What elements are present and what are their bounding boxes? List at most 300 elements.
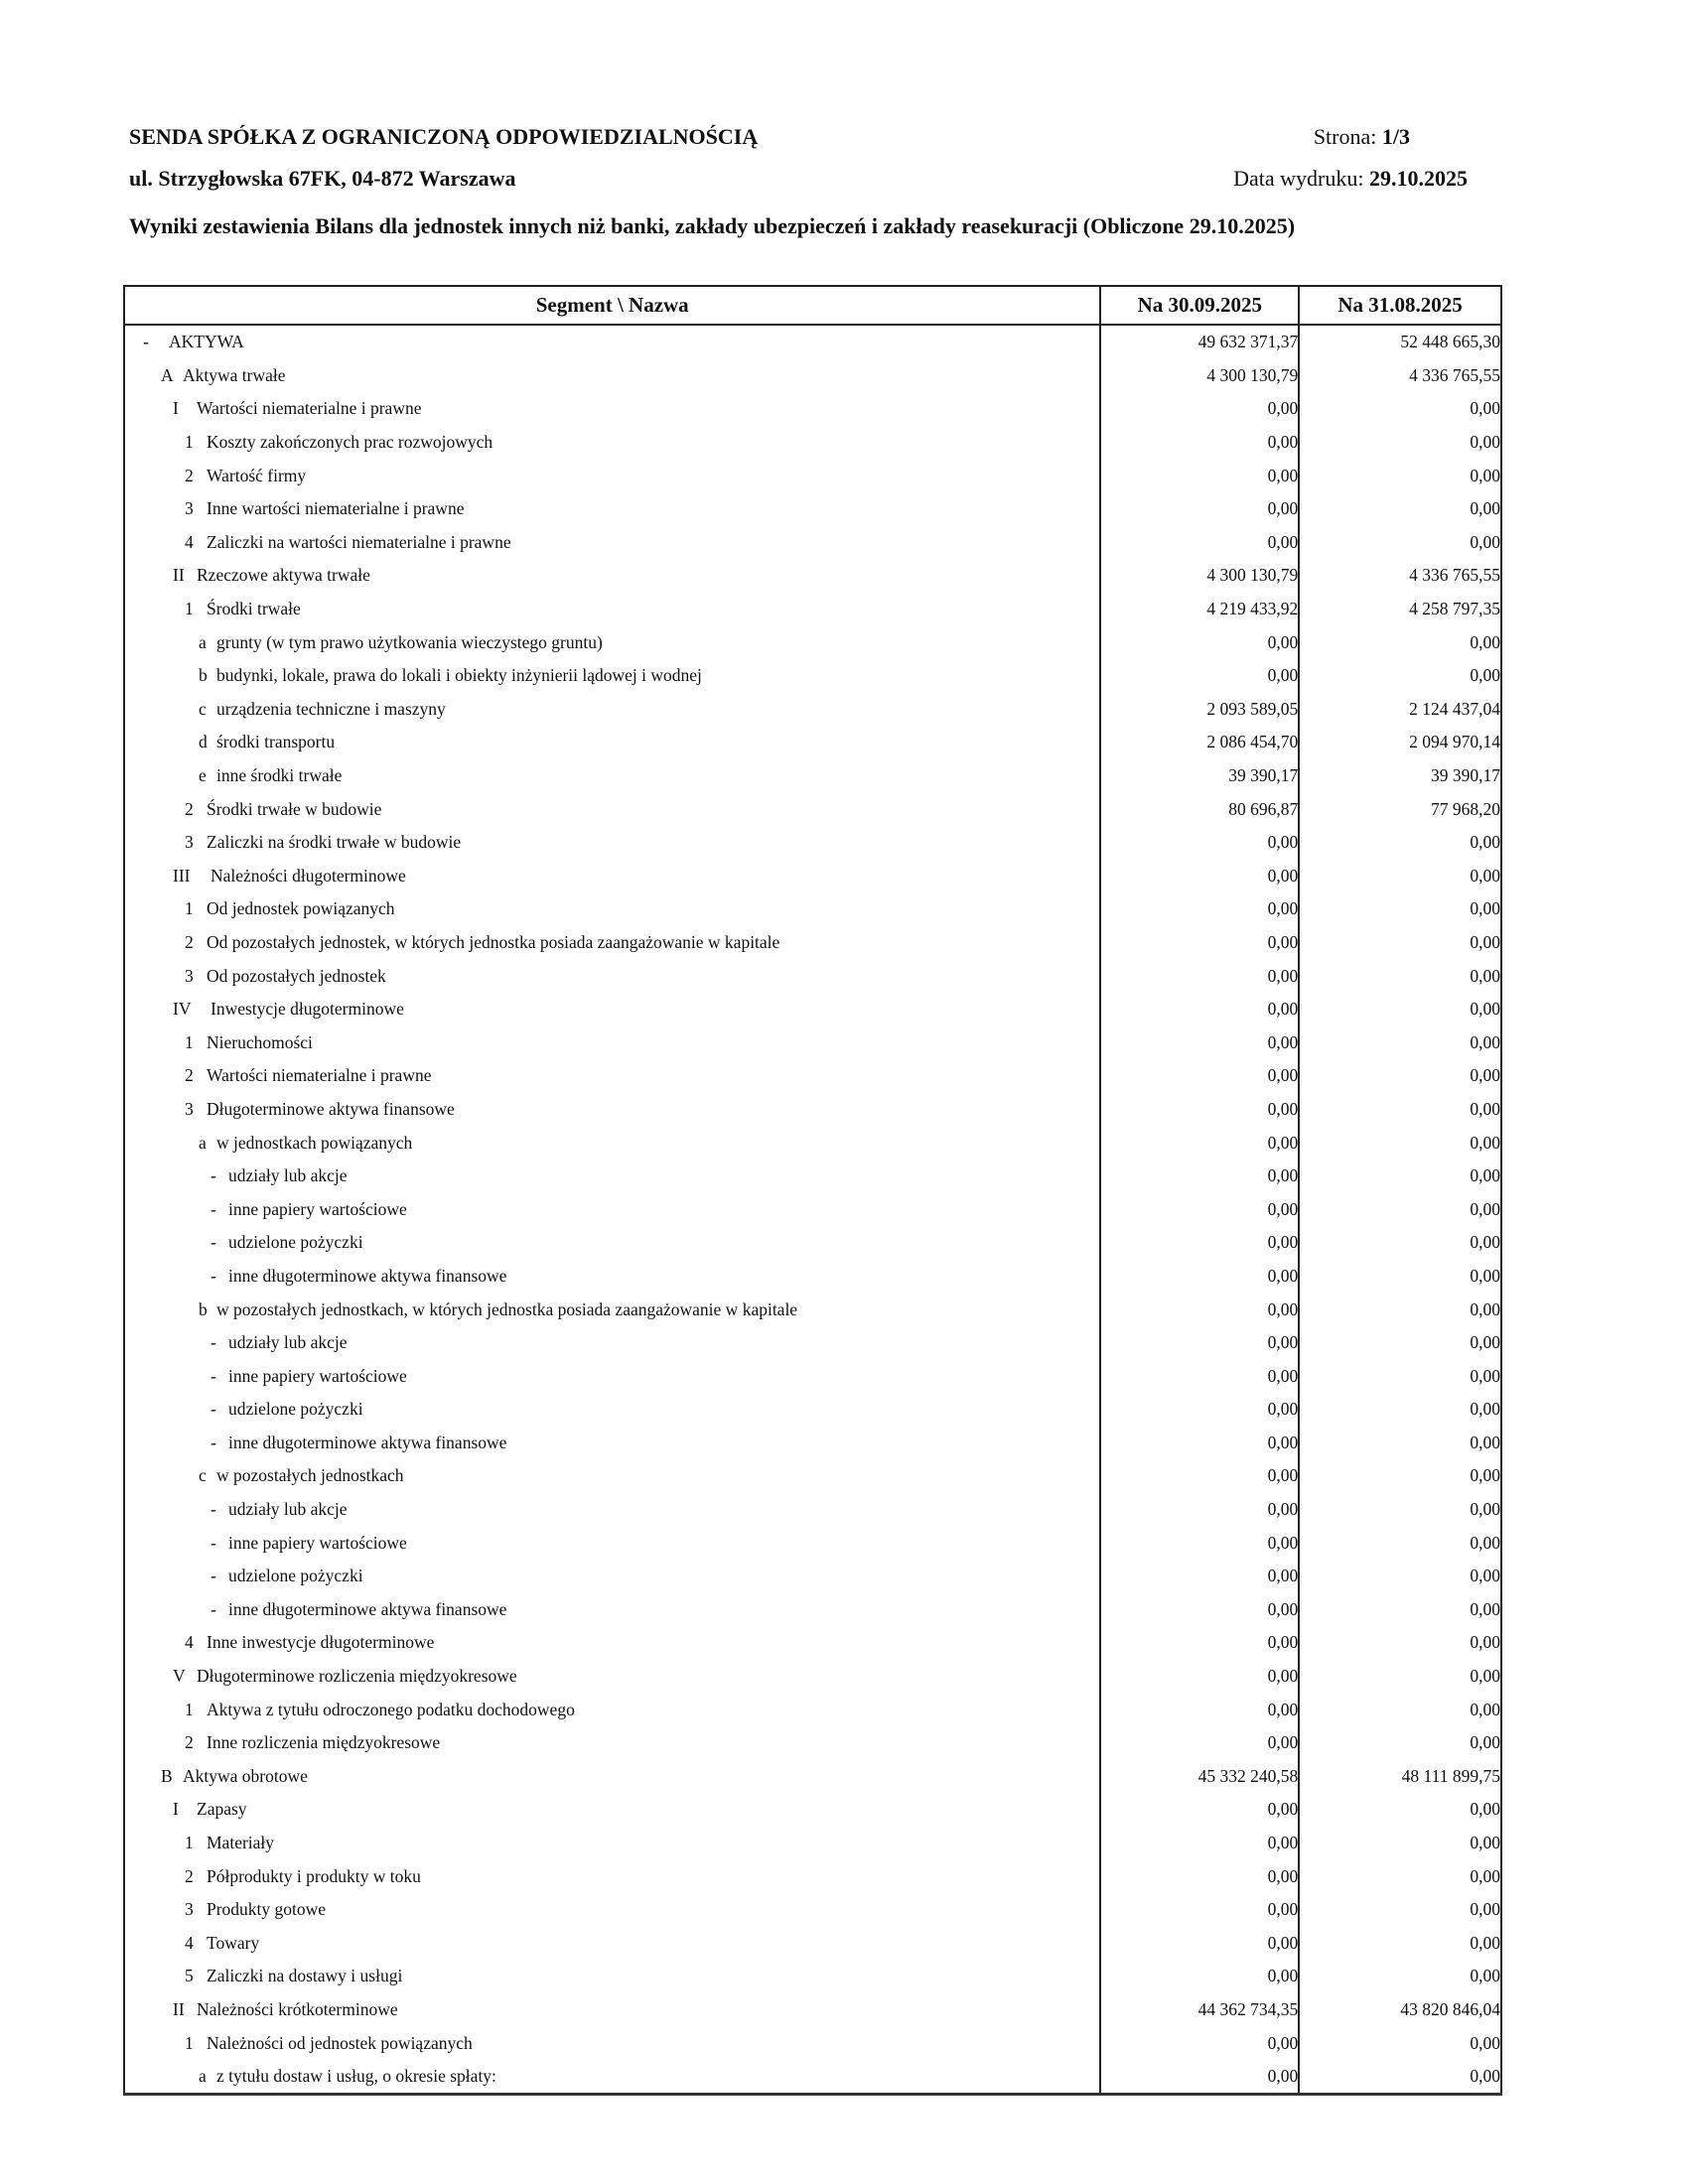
table-row [124, 1293, 1501, 1326]
row-value-period-1: 49 632 371,37 [1100, 325, 1299, 359]
row-value-period-2: 0,00 [1299, 492, 1501, 526]
row-marker: II [173, 565, 185, 586]
row-value-period-1: 0,00 [1100, 1693, 1299, 1726]
row-value-period-2: 0,00 [1299, 1059, 1501, 1093]
row-label: Należności długoterminowe [211, 865, 406, 886]
row-label: inne środki trwałe [216, 765, 343, 786]
row-name-cell [124, 426, 1100, 460]
row-value-period-1: 0,00 [1100, 1560, 1299, 1593]
row-value-period-1: 0,00 [1100, 993, 1299, 1026]
row-value-period-1: 44 362 734,35 [1100, 1993, 1299, 2027]
company-address: ul. Strzygłowska 67FK, 04-872 Warszawa [129, 166, 516, 191]
row-value-period-2: 0,00 [1299, 1260, 1501, 1294]
row-label: udzielone pożyczki [228, 1232, 363, 1253]
row-value-period-2: 0,00 [1299, 392, 1501, 426]
row-label: inne długoterminowe aktywa finansowe [228, 1598, 507, 1619]
table-row [124, 426, 1501, 460]
company-header [129, 123, 758, 206]
row-name-cell [124, 1126, 1100, 1160]
row-name-cell [124, 693, 1100, 727]
table-row [124, 1059, 1501, 1093]
row-label: Zaliczki na dostawy i usługi [207, 1966, 403, 1986]
row-label: Aktywa z tytułu odroczonego podatku dochodowego [207, 1699, 575, 1719]
table-row [124, 1760, 1501, 1794]
row-label: Wartość firmy [207, 465, 307, 485]
row-label: Półprodukty i produkty w toku [207, 1865, 421, 1886]
row-marker: a [199, 1132, 207, 1153]
row-value-period-2: 0,00 [1299, 860, 1501, 893]
row-value-period-2: 0,00 [1299, 1326, 1501, 1360]
table-row [124, 1893, 1501, 1927]
table-row [124, 1093, 1501, 1127]
row-marker: 2 [185, 1732, 194, 1753]
table-row [124, 1126, 1501, 1160]
row-label: inne papiery wartościowe [228, 1365, 407, 1386]
row-value-period-1: 0,00 [1100, 1459, 1299, 1493]
row-name-cell [124, 1593, 1100, 1627]
row-label: w pozostałych jednostkach, w których jednostka posiada zaangażowanie w kapitale [216, 1298, 798, 1319]
row-value-period-1: 0,00 [1100, 1260, 1299, 1294]
row-label: Środki trwałe w budowie [207, 798, 382, 819]
table-row [124, 693, 1501, 727]
row-value-period-2: 0,00 [1299, 1660, 1501, 1694]
row-value-period-1: 2 093 589,05 [1100, 693, 1299, 727]
row-label: Koszty zakończonych prac rozwojowych [207, 432, 493, 453]
row-value-period-2: 0,00 [1299, 2026, 1501, 2060]
row-label: udziały lub akcje [228, 1332, 348, 1353]
row-marker: - [211, 1332, 216, 1353]
row-name-cell [124, 1326, 1100, 1360]
row-label: inne papiery wartościowe [228, 1532, 407, 1553]
row-marker: b [199, 665, 208, 686]
table-row [124, 1526, 1501, 1560]
row-label: Długoterminowe rozliczenia międzyokresowe [197, 1666, 517, 1687]
row-value-period-2: 48 111 899,75 [1299, 1760, 1501, 1794]
row-value-period-2: 0,00 [1299, 1560, 1501, 1593]
row-label: Należności krótkoterminowe [197, 1998, 398, 2019]
table-header-row [124, 286, 1501, 325]
row-value-period-1: 0,00 [1100, 1025, 1299, 1059]
row-value-period-1: 0,00 [1100, 1793, 1299, 1827]
row-name-cell [124, 959, 1100, 993]
row-value-period-2: 39 390,17 [1299, 759, 1501, 793]
row-value-period-2: 0,00 [1299, 959, 1501, 993]
row-value-period-1: 0,00 [1100, 1160, 1299, 1193]
table-row [124, 559, 1501, 593]
row-name-cell [124, 1693, 1100, 1726]
row-name-cell [124, 1393, 1100, 1427]
print-info [1233, 123, 1468, 206]
row-value-period-1: 0,00 [1100, 1726, 1299, 1760]
row-value-period-1: 0,00 [1100, 1326, 1299, 1360]
row-value-period-1: 0,00 [1100, 1859, 1299, 1893]
table-row [124, 759, 1501, 793]
row-label: Wartości niematerialne i prawne [197, 398, 422, 419]
row-name-cell [124, 1293, 1100, 1326]
row-label: urządzenia techniczne i maszyny [216, 698, 446, 719]
row-label: środki transportu [216, 732, 336, 752]
row-marker: - [211, 1532, 216, 1553]
row-name-cell [124, 1726, 1100, 1760]
row-value-period-2: 2 094 970,14 [1299, 726, 1501, 759]
row-value-period-1: 0,00 [1100, 492, 1299, 526]
table-row [124, 359, 1501, 393]
table-row [124, 1260, 1501, 1294]
row-name-cell [124, 926, 1100, 960]
row-value-period-1: 4 219 433,92 [1100, 593, 1299, 626]
row-name-cell [124, 1459, 1100, 1493]
row-name-cell [124, 1827, 1100, 1860]
row-value-period-2: 43 820 846,04 [1299, 1993, 1501, 2027]
row-value-period-1: 0,00 [1100, 659, 1299, 693]
row-value-period-1: 0,00 [1100, 1126, 1299, 1160]
table-row [124, 1226, 1501, 1260]
row-label: Środki trwałe [207, 599, 301, 619]
row-value-period-2: 0,00 [1299, 926, 1501, 960]
row-marker: b [199, 1298, 208, 1319]
row-name-cell [124, 1493, 1100, 1527]
row-label: Inne wartości niematerialne i prawne [207, 498, 465, 519]
row-value-period-2: 2 124 437,04 [1299, 693, 1501, 727]
row-value-period-1: 0,00 [1100, 959, 1299, 993]
row-value-period-2: 0,00 [1299, 1859, 1501, 1893]
row-name-cell [124, 459, 1100, 492]
page-indicator [1233, 123, 1410, 165]
row-marker: 3 [185, 1098, 194, 1119]
row-value-period-1: 0,00 [1100, 2060, 1299, 2095]
row-marker: 1 [185, 898, 194, 919]
row-marker: 1 [185, 1031, 194, 1052]
row-value-period-1: 0,00 [1100, 1093, 1299, 1127]
row-value-period-1: 4 300 130,79 [1100, 559, 1299, 593]
row-marker: 5 [185, 1966, 194, 1986]
row-value-period-2: 0,00 [1299, 1927, 1501, 1961]
row-value-period-2: 0,00 [1299, 892, 1501, 926]
row-marker: - [211, 1232, 216, 1253]
row-marker: - [211, 1265, 216, 1286]
table-row [124, 1160, 1501, 1193]
row-name-cell [124, 359, 1100, 393]
row-name-cell [124, 325, 1100, 359]
row-label: Towary [207, 1932, 260, 1953]
row-name-cell [124, 2026, 1100, 2060]
row-value-period-1: 4 300 130,79 [1100, 359, 1299, 393]
table-row [124, 625, 1501, 659]
row-marker: B [161, 1765, 173, 1786]
row-marker: c [199, 698, 207, 719]
row-value-period-1: 0,00 [1100, 1493, 1299, 1527]
row-value-period-1: 0,00 [1100, 426, 1299, 460]
table-row [124, 1393, 1501, 1427]
row-name-cell [124, 526, 1100, 560]
row-value-period-2: 0,00 [1299, 2060, 1501, 2095]
row-marker: e [199, 765, 207, 786]
row-marker: 1 [185, 599, 194, 619]
row-name-cell [124, 1226, 1100, 1260]
row-marker: IV [173, 999, 192, 1020]
row-label: Aktywa obrotowe [183, 1765, 308, 1786]
row-value-period-1: 0,00 [1100, 892, 1299, 926]
table-row [124, 860, 1501, 893]
row-value-period-2: 0,00 [1299, 1793, 1501, 1827]
row-value-period-2: 0,00 [1299, 1427, 1501, 1460]
row-label: Materiały [207, 1833, 275, 1853]
table-row [124, 392, 1501, 426]
table-row [124, 659, 1501, 693]
row-marker: V [173, 1666, 186, 1687]
row-label: udzielone pożyczki [228, 1566, 363, 1586]
row-marker: A [161, 364, 174, 385]
table-row [124, 1859, 1501, 1893]
table-row [124, 1427, 1501, 1460]
row-label: Inne inwestycje długoterminowe [207, 1632, 435, 1653]
row-label: w jednostkach powiązanych [216, 1132, 413, 1153]
row-marker: 3 [185, 965, 194, 986]
print-date-value: 29.10.2025 [1369, 166, 1468, 191]
row-name-cell [124, 2060, 1100, 2095]
row-label: Inwestycje długoterminowe [211, 999, 404, 1020]
table-row [124, 993, 1501, 1026]
table-row [124, 492, 1501, 526]
row-value-period-1: 0,00 [1100, 926, 1299, 960]
row-value-period-1: 0,00 [1100, 1226, 1299, 1260]
row-name-cell [124, 1093, 1100, 1127]
row-marker: - [211, 1598, 216, 1619]
row-label: budynki, lokale, prawa do lokali i obiekty inżynierii lądowej i wodnej [216, 665, 702, 686]
page-label: Strona: [1313, 124, 1377, 149]
row-name-cell [124, 1526, 1100, 1560]
row-value-period-1: 0,00 [1100, 1427, 1299, 1460]
row-name-cell [124, 1560, 1100, 1593]
row-marker: 1 [185, 2032, 194, 2053]
row-value-period-2: 0,00 [1299, 1459, 1501, 1493]
row-marker: a [199, 631, 207, 652]
row-label: z tytułu dostaw i usług, o okresie spłaty: [216, 2066, 496, 2087]
row-label: w pozostałych jednostkach [216, 1465, 404, 1486]
row-value-period-2: 0,00 [1299, 459, 1501, 492]
row-marker: - [211, 1432, 216, 1452]
print-date [1233, 165, 1468, 206]
row-value-period-1: 0,00 [1100, 1927, 1299, 1961]
row-value-period-1: 0,00 [1100, 625, 1299, 659]
row-label: Zaliczki na wartości niematerialne i prawne [207, 531, 511, 552]
table-row [124, 1626, 1501, 1660]
row-value-period-2: 4 336 765,55 [1299, 559, 1501, 593]
row-label: Zaliczki na środki trwałe w budowie [207, 832, 462, 853]
row-marker: 2 [185, 1065, 194, 1086]
table-row [124, 1593, 1501, 1627]
row-name-cell [124, 1260, 1100, 1294]
row-name-cell [124, 1927, 1100, 1961]
row-name-cell [124, 492, 1100, 526]
table-row [124, 1560, 1501, 1593]
row-name-cell [124, 1793, 1100, 1827]
row-value-period-1: 0,00 [1100, 1893, 1299, 1927]
row-label: Od pozostałych jednostek [207, 965, 386, 986]
row-name-cell [124, 892, 1100, 926]
row-value-period-2: 0,00 [1299, 1025, 1501, 1059]
print-date-label: Data wydruku: [1233, 166, 1364, 191]
row-label: grunty (w tym prawo użytkowania wieczystego gruntu) [216, 631, 603, 652]
row-name-cell [124, 1626, 1100, 1660]
column-header-name: Segment \ Nazwa [124, 286, 1100, 325]
row-marker: 2 [185, 931, 194, 952]
row-marker: 3 [185, 1899, 194, 1920]
row-value-period-1: 0,00 [1100, 459, 1299, 492]
row-marker: II [173, 1998, 185, 2019]
row-name-cell [124, 1993, 1100, 2027]
row-name-cell [124, 559, 1100, 593]
row-value-period-2: 0,00 [1299, 526, 1501, 560]
row-name-cell [124, 826, 1100, 860]
row-label: Od pozostałych jednostek, w których jednostka posiada zaangażowanie w kapitale [207, 931, 780, 952]
table-row [124, 1459, 1501, 1493]
row-label: Nieruchomości [207, 1031, 313, 1052]
row-name-cell [124, 1960, 1100, 1993]
row-value-period-2: 0,00 [1299, 993, 1501, 1026]
row-name-cell [124, 392, 1100, 426]
row-value-period-2: 0,00 [1299, 1093, 1501, 1127]
row-value-period-2: 0,00 [1299, 1493, 1501, 1527]
row-value-period-2: 4 258 797,35 [1299, 593, 1501, 626]
row-value-period-2: 52 448 665,30 [1299, 325, 1501, 359]
row-label: Aktywa trwałe [183, 364, 286, 385]
row-value-period-2: 0,00 [1299, 1126, 1501, 1160]
table-row [124, 325, 1501, 359]
row-value-period-1: 0,00 [1100, 526, 1299, 560]
table-row [124, 1359, 1501, 1393]
table-row [124, 926, 1501, 960]
row-value-period-1: 80 696,87 [1100, 792, 1299, 826]
row-marker: 4 [185, 1632, 194, 1653]
row-name-cell [124, 1859, 1100, 1893]
row-marker: - [211, 1399, 216, 1420]
row-value-period-2: 0,00 [1299, 1593, 1501, 1627]
column-header-period-1: Na 30.09.2025 [1100, 286, 1299, 325]
table-row [124, 1326, 1501, 1360]
row-marker: 4 [185, 531, 194, 552]
row-value-period-1: 0,00 [1100, 1293, 1299, 1326]
row-value-period-1: 0,00 [1100, 1660, 1299, 1694]
row-label: Od jednostek powiązanych [207, 898, 395, 919]
row-label: Należności od jednostek powiązanych [207, 2032, 473, 2053]
row-marker: - [211, 1566, 216, 1586]
row-value-period-1: 0,00 [1100, 1593, 1299, 1627]
row-value-period-2: 0,00 [1299, 1160, 1501, 1193]
row-value-period-1: 0,00 [1100, 1526, 1299, 1560]
row-value-period-1: 0,00 [1100, 1359, 1299, 1393]
row-name-cell [124, 1192, 1100, 1226]
row-marker: - [211, 1198, 216, 1219]
table-row [124, 2060, 1501, 2095]
row-name-cell [124, 1025, 1100, 1059]
row-marker: 1 [185, 432, 194, 453]
row-marker: 4 [185, 1932, 194, 1953]
page-value: 1/3 [1381, 124, 1410, 149]
row-value-period-2: 0,00 [1299, 1893, 1501, 1927]
row-value-period-2: 0,00 [1299, 1359, 1501, 1393]
column-header-period-2: Na 31.08.2025 [1299, 286, 1501, 325]
row-marker: - [211, 1365, 216, 1386]
row-marker: III [173, 865, 191, 886]
table-row [124, 826, 1501, 860]
row-marker: 2 [185, 1865, 194, 1886]
row-marker: 2 [185, 798, 194, 819]
row-name-cell [124, 1893, 1100, 1927]
row-name-cell [124, 726, 1100, 759]
row-value-period-2: 0,00 [1299, 826, 1501, 860]
row-value-period-1: 0,00 [1100, 1827, 1299, 1860]
table-row [124, 1660, 1501, 1694]
row-value-period-1: 45 332 240,58 [1100, 1760, 1299, 1794]
row-marker: 1 [185, 1833, 194, 1853]
row-value-period-1: 0,00 [1100, 2026, 1299, 2060]
table-row [124, 1793, 1501, 1827]
row-marker: 1 [185, 1699, 194, 1719]
table-body [124, 325, 1501, 2095]
row-label: inne długoterminowe aktywa finansowe [228, 1265, 507, 1286]
table-row [124, 593, 1501, 626]
row-name-cell [124, 860, 1100, 893]
row-marker: 3 [185, 498, 194, 519]
report-title: Wyniki zestawienia Bilans dla jednostek innych niż banki, zakłady ubezpieczeń i zakłady reasekuracji (Obliczone 29.10.2025) [129, 213, 1296, 238]
row-value-period-2: 4 336 765,55 [1299, 359, 1501, 393]
row-label: Wartości niematerialne i prawne [207, 1065, 432, 1086]
company-name: SENDA SPÓŁKA Z OGRANICZONĄ ODPOWIEDZIALNOŚCIĄ [129, 124, 759, 149]
row-value-period-1: 0,00 [1100, 1626, 1299, 1660]
table-row [124, 1726, 1501, 1760]
row-marker: c [199, 1465, 207, 1486]
row-value-period-2: 0,00 [1299, 1293, 1501, 1326]
row-label: Długoterminowe aktywa finansowe [207, 1098, 455, 1119]
row-marker: 3 [185, 832, 194, 853]
row-value-period-1: 0,00 [1100, 1192, 1299, 1226]
row-name-cell [124, 792, 1100, 826]
table-row [124, 1927, 1501, 1961]
row-value-period-1: 0,00 [1100, 1960, 1299, 1993]
row-value-period-2: 0,00 [1299, 659, 1501, 693]
row-label: inne papiery wartościowe [228, 1198, 407, 1219]
row-value-period-1: 39 390,17 [1100, 759, 1299, 793]
row-value-period-2: 0,00 [1299, 1393, 1501, 1427]
row-value-period-1: 2 086 454,70 [1100, 726, 1299, 759]
row-value-period-2: 0,00 [1299, 426, 1501, 460]
row-name-cell [124, 1059, 1100, 1093]
row-name-cell [124, 993, 1100, 1026]
row-value-period-1: 0,00 [1100, 1059, 1299, 1093]
row-label: Inne rozliczenia międzyokresowe [207, 1732, 441, 1753]
row-value-period-2: 0,00 [1299, 625, 1501, 659]
row-marker: - [211, 1499, 216, 1520]
table-row [124, 459, 1501, 492]
row-value-period-2: 77 968,20 [1299, 792, 1501, 826]
row-value-period-2: 0,00 [1299, 1626, 1501, 1660]
table-row [124, 959, 1501, 993]
row-marker: d [199, 732, 208, 752]
row-name-cell [124, 625, 1100, 659]
row-value-period-2: 0,00 [1299, 1526, 1501, 1560]
row-label: AKTYWA [169, 332, 244, 352]
row-value-period-1: 0,00 [1100, 392, 1299, 426]
row-value-period-2: 0,00 [1299, 1726, 1501, 1760]
row-name-cell [124, 1359, 1100, 1393]
row-value-period-1: 0,00 [1100, 860, 1299, 893]
table-row [124, 792, 1501, 826]
table-row [124, 526, 1501, 560]
row-name-cell [124, 659, 1100, 693]
row-marker: - [143, 332, 149, 352]
table-row [124, 1960, 1501, 1993]
